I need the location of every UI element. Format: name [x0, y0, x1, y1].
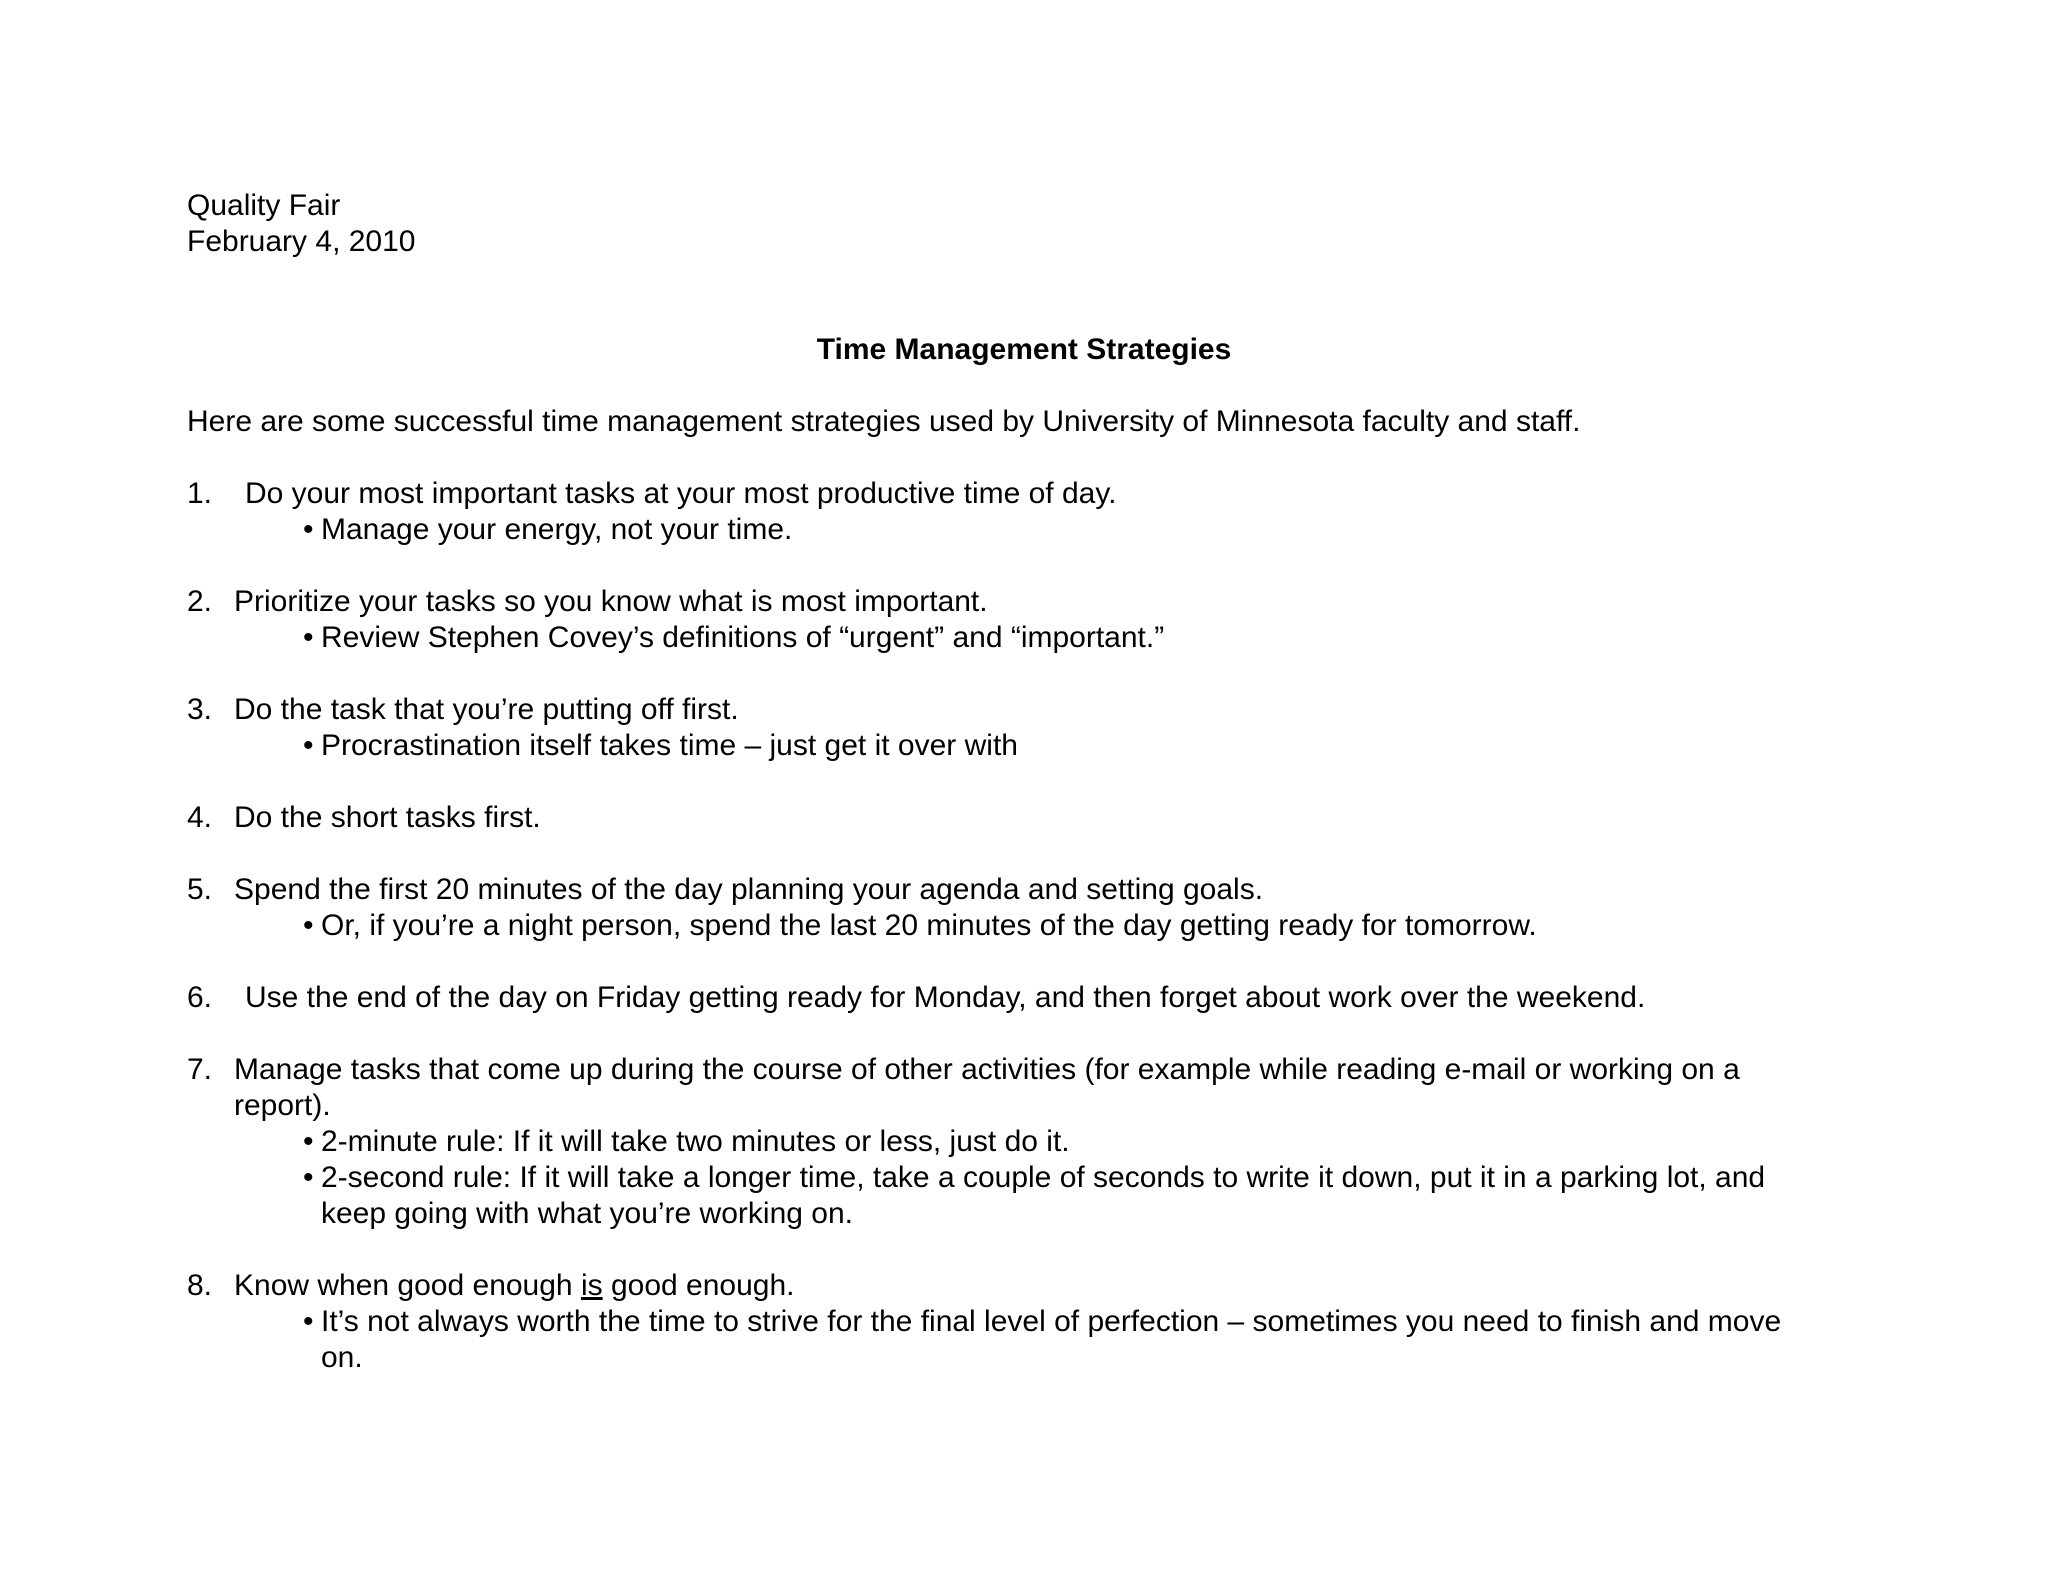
event-name: Quality Fair — [187, 189, 341, 222]
item-text: Prioritize your tasks so you know what is most important. — [234, 585, 988, 618]
item-number: 6. — [187, 981, 213, 1014]
sub-item — [303, 1304, 1827, 1376]
item-text: Do the task that you’re putting off first. — [234, 693, 739, 726]
sub-item — [303, 512, 1827, 548]
item-number: 3. — [187, 693, 213, 726]
item-text: Spend the first 20 minutes of the day planning your agenda and setting goals. — [234, 873, 1264, 906]
list-item-1 — [187, 476, 1827, 548]
list-item-6 — [187, 980, 1827, 1016]
item-number: 8. — [187, 1269, 213, 1302]
item-text-before: Know when good enough — [234, 1269, 581, 1302]
item-number: 2. — [187, 585, 213, 618]
item-text — [234, 1268, 1827, 1304]
page-title: Time Management Strategies — [816, 333, 1232, 366]
sub-item — [303, 620, 1827, 656]
sub-item — [303, 1124, 1827, 1160]
sub-item — [303, 908, 1827, 944]
event-date: February 4, 2010 — [187, 225, 416, 258]
item-number: 4. — [187, 801, 213, 834]
item-number: 1. — [187, 477, 213, 510]
sub-item-text: It’s not always worth the time to strive for the final level of perfection – sometimes you need to finish and move on. — [321, 1305, 1782, 1374]
sub-item-text: Or, if you’re a night person, spend the last 20 minutes of the day getting ready for tomorrow. — [321, 909, 1537, 942]
item-text: Manage tasks that come up during the course of other activities (for example while reading e-mail or working on a report). — [234, 1053, 1740, 1122]
sub-item — [303, 728, 1827, 764]
list-item-8 — [187, 1268, 1827, 1376]
sub-item-text: 2-minute rule: If it will take two minutes or less, just do it. — [321, 1125, 1070, 1158]
list-item-3 — [187, 692, 1827, 764]
sub-item-text: Manage your energy, not your time. — [321, 513, 793, 546]
bullet-icon: • — [303, 1305, 314, 1338]
intro-paragraph: Here are some successful time management strategies used by University of Minnesota faculty and staff. — [187, 405, 1581, 438]
bullet-icon: • — [303, 1161, 314, 1194]
list-item-2 — [187, 584, 1827, 656]
bullet-icon: • — [303, 909, 314, 942]
list-item-5 — [187, 872, 1827, 944]
item-number: 7. — [187, 1053, 213, 1086]
sub-item — [303, 1160, 1827, 1232]
bullet-icon: • — [303, 621, 314, 654]
bullet-icon: • — [303, 1125, 314, 1158]
list-item-4 — [187, 800, 1827, 836]
item-text: Use the end of the day on Friday getting ready for Monday, and then forget about work over the weekend. — [245, 981, 1646, 1014]
item-text: Do the short tasks first. — [234, 801, 541, 834]
underlined-word: is — [580, 1269, 603, 1302]
item-text: Do your most important tasks at your most productive time of day. — [245, 477, 1117, 510]
sub-item-text: Procrastination itself takes time – just get it over with — [321, 729, 1018, 762]
bullet-icon: • — [303, 729, 314, 762]
list-item-7 — [187, 1052, 1827, 1232]
item-number: 5. — [187, 873, 213, 906]
sub-item-text: 2-second rule: If it will take a longer time, take a couple of seconds to write it down, put it in a parking lot, and keep going with what you’re working on. — [321, 1161, 1766, 1230]
item-text-after: good enough. — [602, 1269, 795, 1302]
sub-item-text: Review Stephen Covey’s definitions of “urgent” and “important.” — [321, 621, 1165, 654]
bullet-icon: • — [303, 513, 314, 546]
